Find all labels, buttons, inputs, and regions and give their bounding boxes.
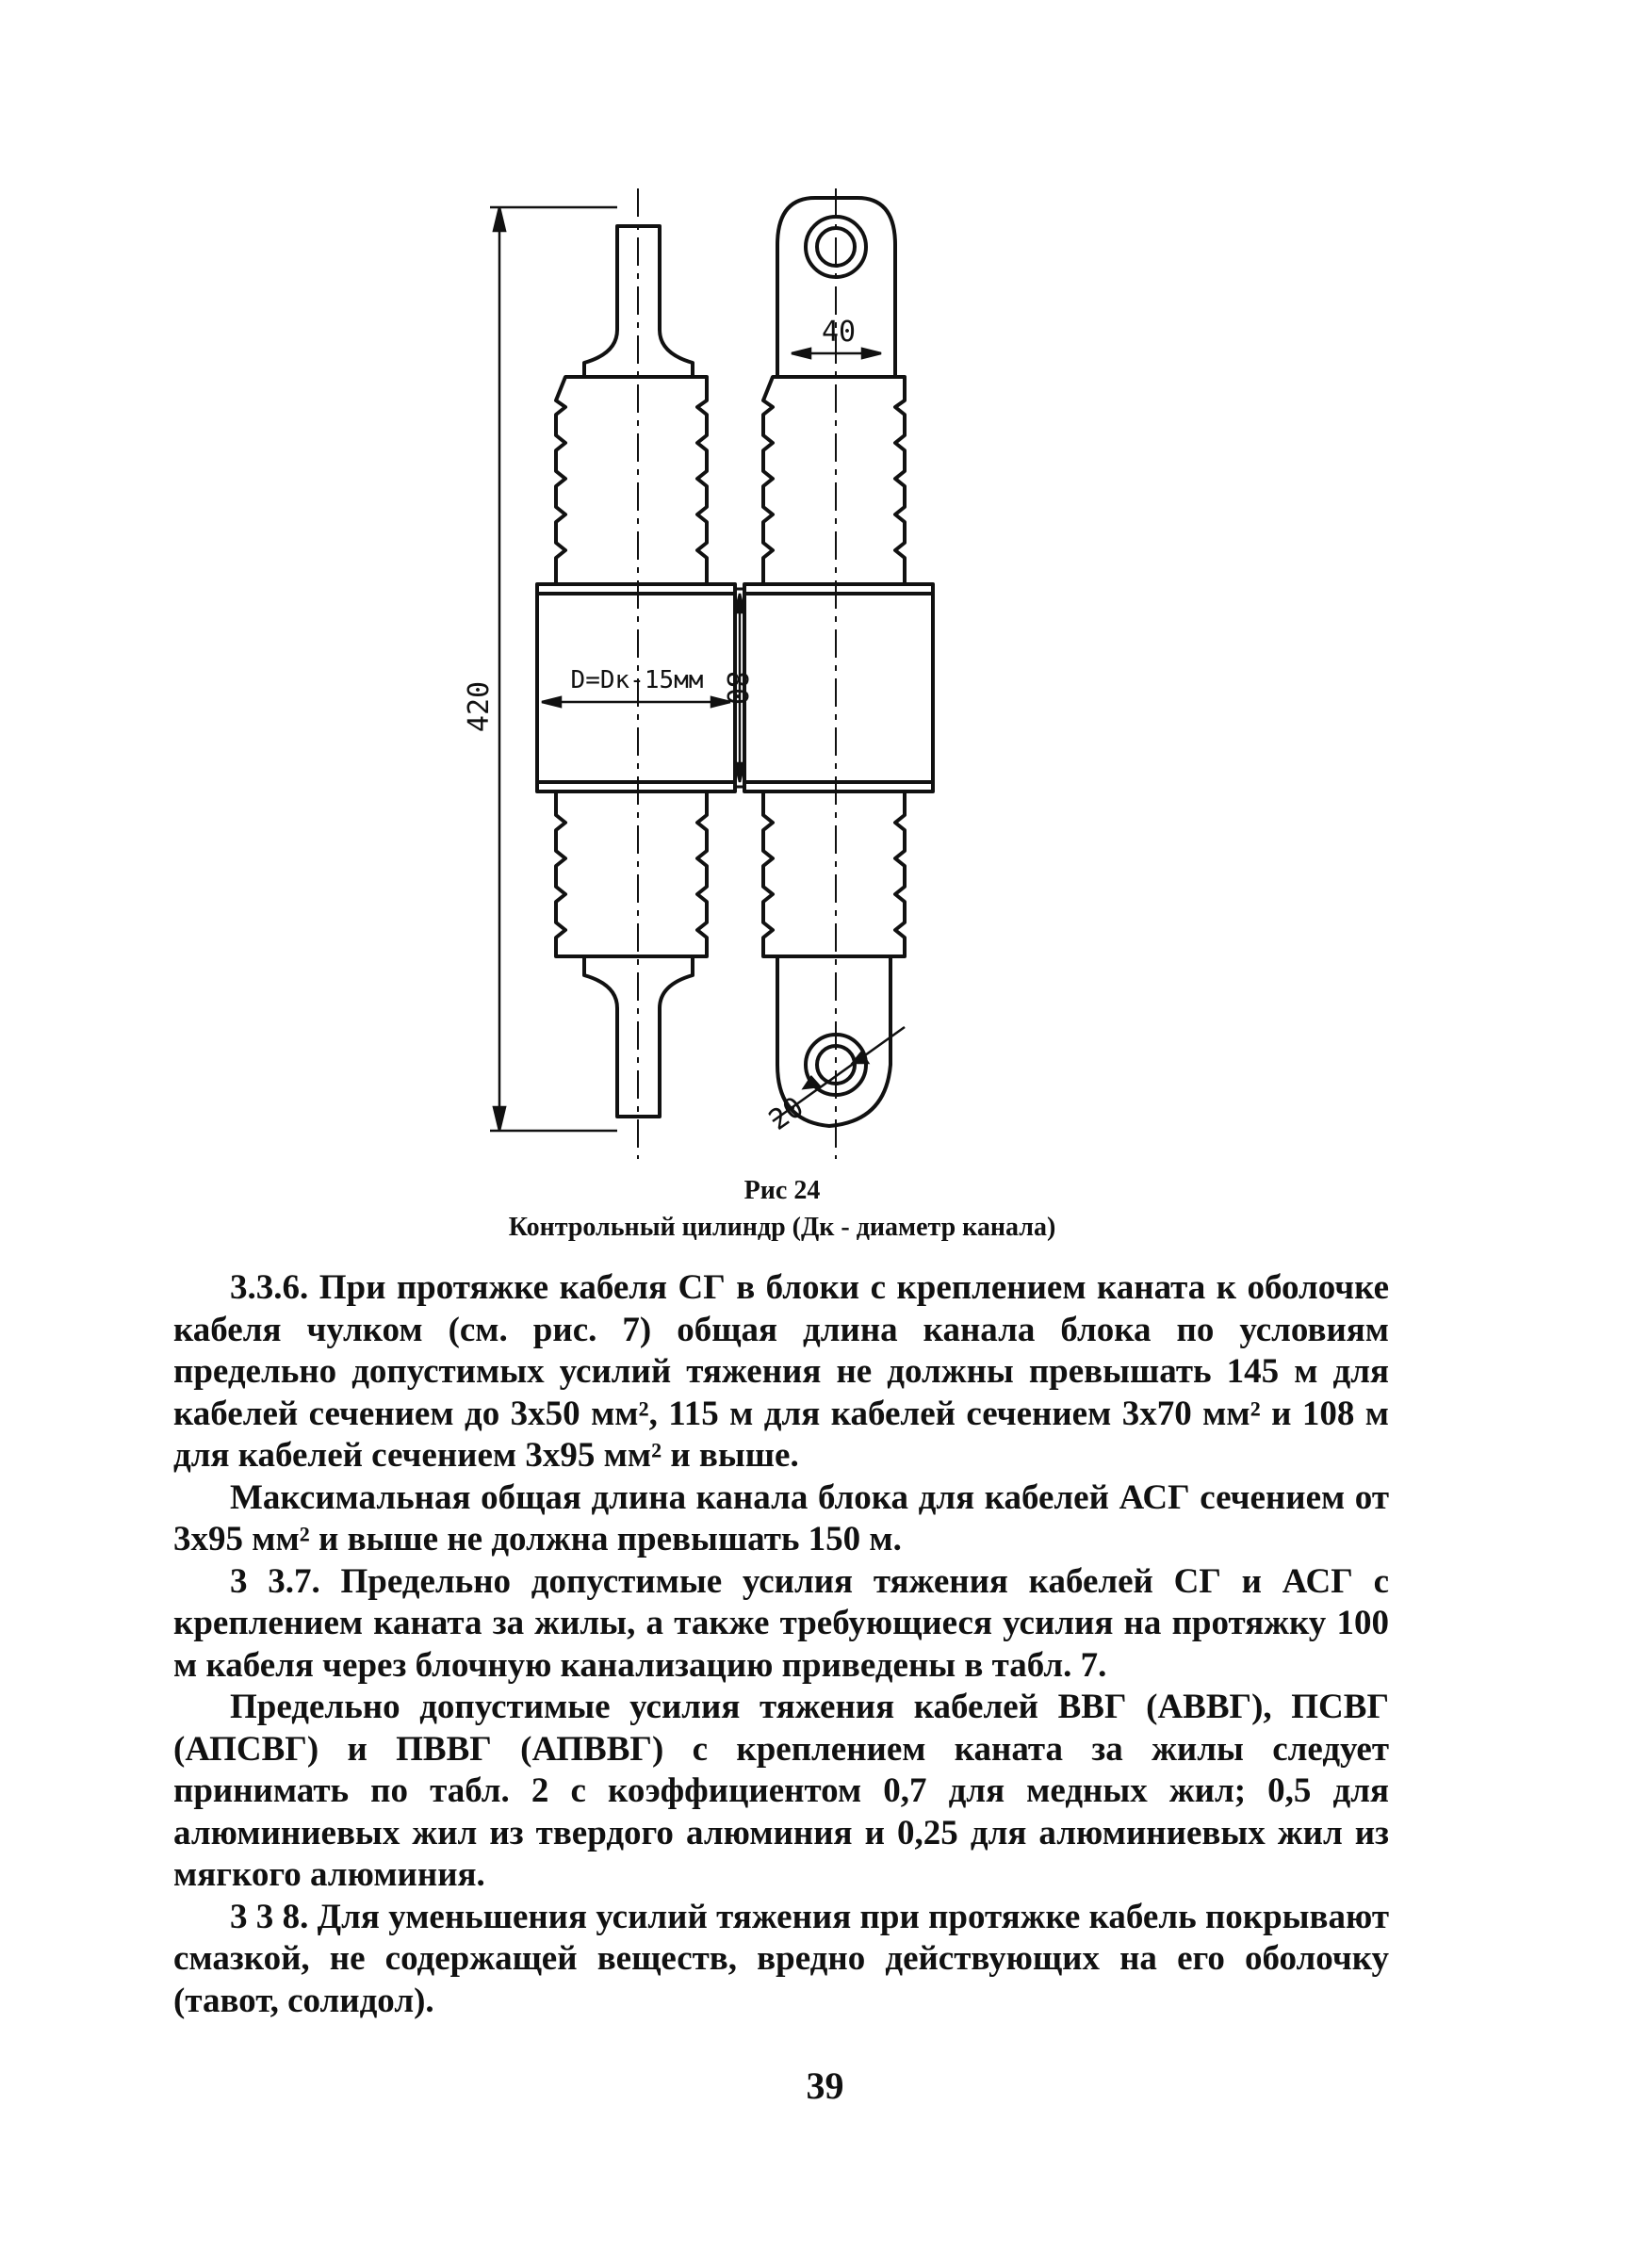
left-bottom-ribs xyxy=(556,791,707,956)
left-top-ribs xyxy=(556,377,707,584)
paragraph-3-3-8: 3 3 8. Для уменьшения усилий тяжения при протяжке кабель покрывают смазкой, не содержащей веществ, вредно действующих на его оболочку (тавот, солидол). xyxy=(173,1897,1389,2020)
right-top-ribs xyxy=(763,377,905,584)
paragraph-vvg-forces: Предельно допустимые усилия тяжения кабелей ВВГ (АВВГ), ПСВГ (АПСВГ) и ПВВГ (АПВВГ) с креплением каната за жилы следует принимать по табл. 2 с коэффициентом 0,7 для медных жил; 0,5 для алюминиевых жил из твердого алюминия и 0,25 для алюминиевых жил из мягкого алюминия. xyxy=(173,1688,1389,1894)
right-cylinder-body xyxy=(744,584,933,791)
dim-80-label: 80 xyxy=(720,670,753,706)
right-bottom-ribs xyxy=(763,791,905,956)
dim-40-label: 40 xyxy=(821,316,857,349)
control-cylinder-drawing xyxy=(415,188,1018,1168)
body-text xyxy=(173,1267,1389,2022)
figure-number: Рис 24 xyxy=(743,1176,821,1205)
figure-caption: Контрольный цилиндр (Дк - диаметр канала) xyxy=(508,1213,1056,1242)
dim-20-label: 20 xyxy=(762,1090,810,1137)
dim-420-label: 420 xyxy=(463,680,496,733)
page-number: 39 xyxy=(806,2064,844,2107)
dim-diameter-label: D=Dк-15мм xyxy=(570,666,704,694)
paragraph-max-length: Максимальная общая длина канала блока для кабелей АСГ сечением от 3х95 мм² и выше не должна превышать 150 м. xyxy=(173,1477,1389,1558)
paragraph-3-3-6: 3.3.6. При протяжке кабеля СГ в блоки с креплением каната к оболочке кабеля чулком (см. рис. 7) общая длина канала блока по условиям предельно допустимых усилий тяжения не должны превышать 145 м для кабелей сечением до 3х50 мм², 115 м для кабелей сечением 3х70 мм² и 108 м для кабелей сечением 3х95 мм² и выше. xyxy=(173,1268,1389,1475)
paragraph-3-3-7: 3 3.7. Предельно допустимые усилия тяжения кабелей СГ и АСГ с креплением каната за жилы, а также требующиеся усилия на протяжку 100 м кабеля через блочную канализацию приведены в табл. 7. xyxy=(173,1561,1389,1685)
